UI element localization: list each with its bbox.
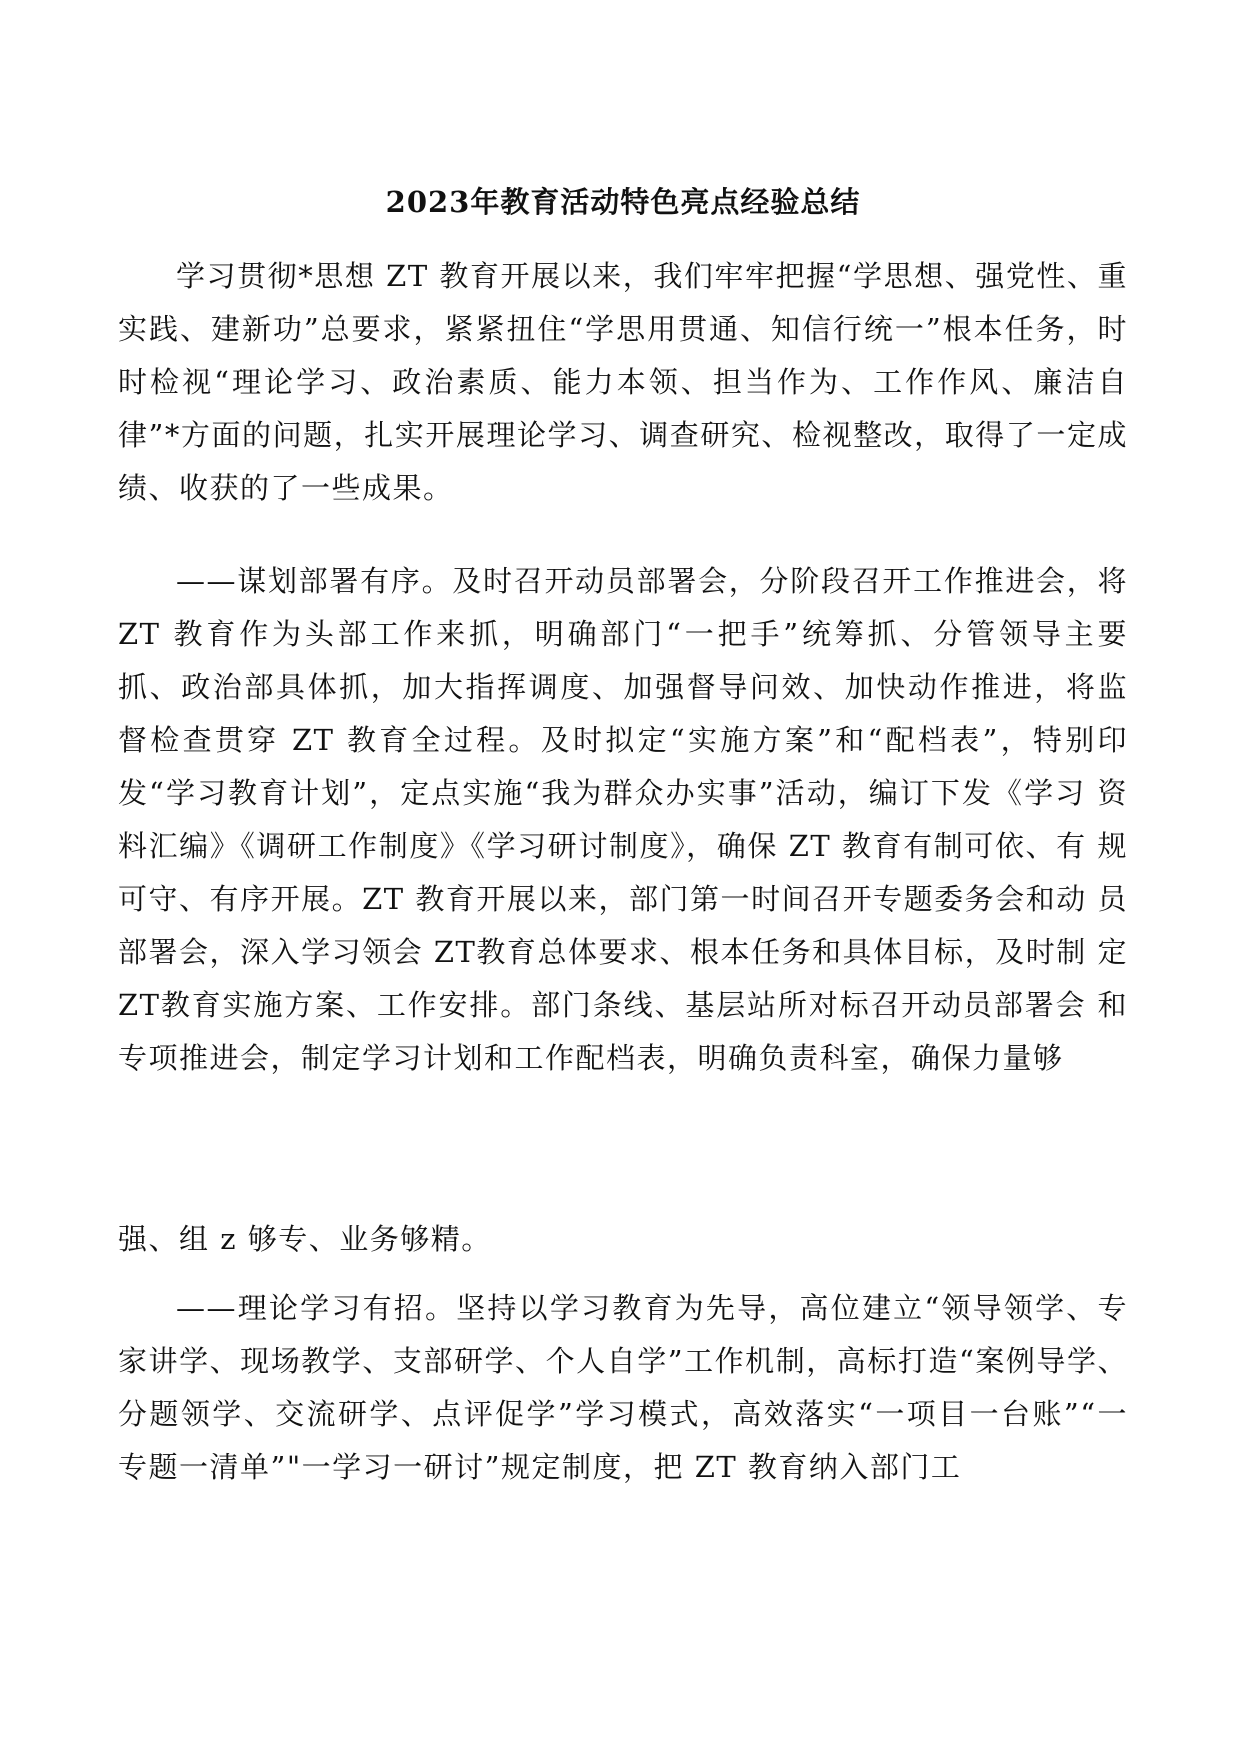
paragraph-planning: ——谋划部署有序。及时召开动员部署会，分阶段召开工作推进会，将 ZT 教育作为头部工作来抓，明确部门“一把手”统筹抓、分管领导主要 抓、政治部具体抓，加大指挥调度、加强督导问效、加快动作推进，将监 督检查贯穿 ZT 教育全过程。及时拟定“实施方案”和“配档表”，特别印 发“学习教育计划”，定点实施“我为群众办实事”活动，编订下发《学习 资料汇编》《调研工作制度》《学习研讨制度》，确保 ZT 教育有制可依、有 规可守、有序开展。ZT 教育开展以来，部门第一时间召开专题委务会和动 员部署会，深入学习领会 ZT教育总体要求、根本任务和具体目标，及时制 定ZT教育实施方案、工作安排。部门条线、基层站所对标召开动员部署会 和专项推进会，制定学习计划和工作配档表，明确负责科室，确保力量够 [118, 564, 1128, 1075]
document-title: 2023年教育活动特色亮点经验总结 [385, 185, 861, 219]
paragraph-theory-study: ——理论学习有招。坚持以学习教育为先导，高位建立“领导领学、专家讲学、现场教学、支部研学、个人自学”工作机制，高标打造“案例导学、分题领学、交流研学、点评促学”学习模式，高效落实“一项目一台账”“一专题一清单”"一学习一研讨”规定制度，把 ZT 教育纳入部门工 [118, 1291, 1128, 1484]
paragraph-planning-continued: 强、组 z 够专、业务够精。 [118, 1222, 492, 1256]
paragraph-intro: 学习贯彻*思想 ZT 教育开展以来，我们牢牢把握“学思想、强党性、重实践、建新功”总要求，紧紧扭住“学思用贯通、知信行统一”根本任务，时时检视“理论学习、政治素质、能力本领、担当作为、工作作风、廉洁自律”*方面的问题，扎实开展理论学习、调查研究、检视整改，取得了一定成绩、收获的了一些成果。 [118, 259, 1128, 505]
